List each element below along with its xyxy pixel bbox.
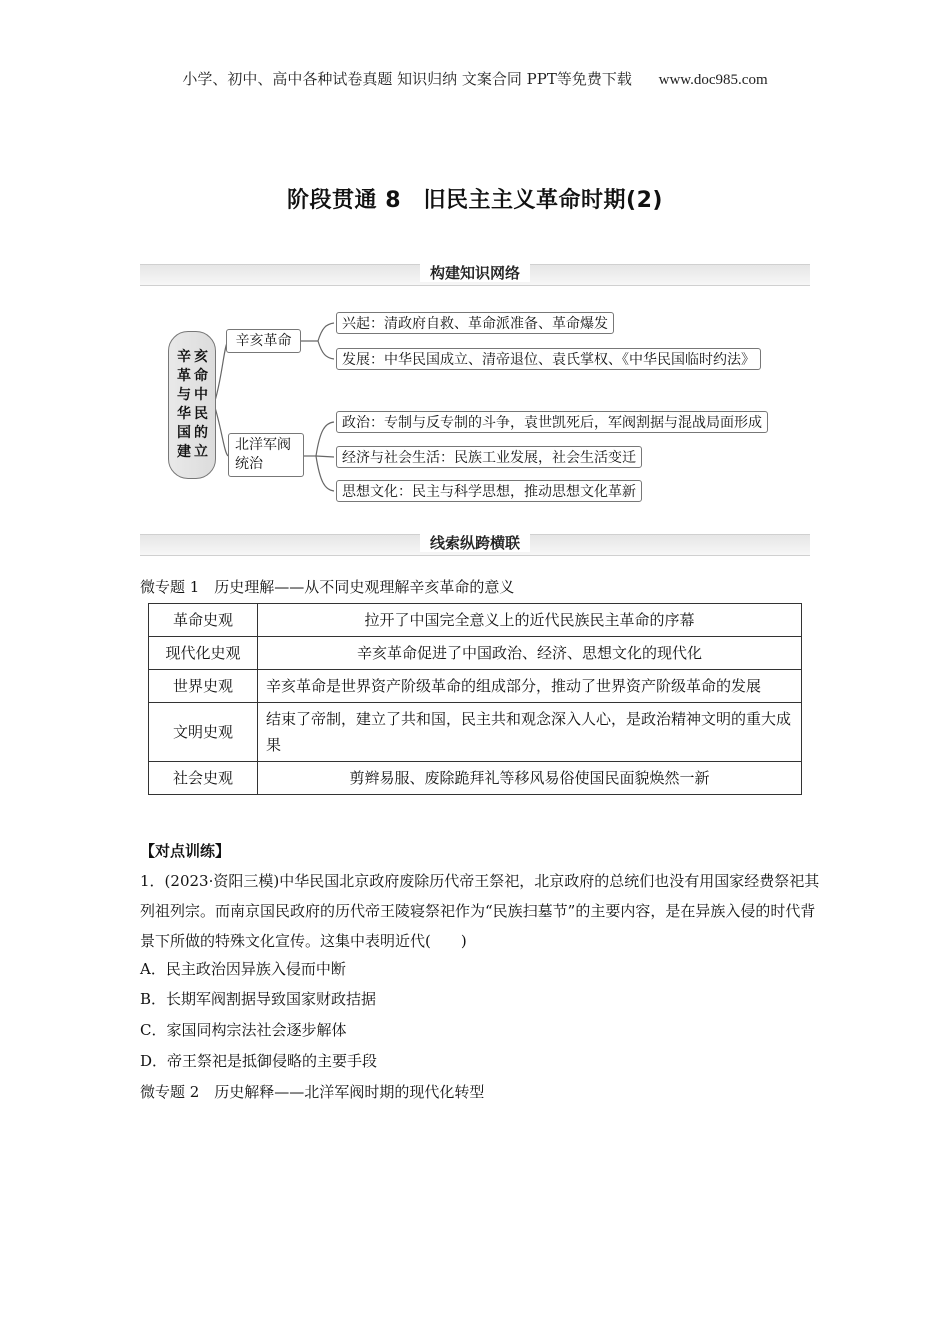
table-row-head: 革命史观 bbox=[149, 604, 258, 637]
connector-b2-item3 bbox=[316, 456, 334, 491]
leaf-politics: 政治：专制与反专制的斗争，袁世凯死后，军阀割据与混战局面形成 bbox=[336, 411, 768, 433]
branch-xinhai-revolution: 辛亥革命 bbox=[226, 329, 301, 353]
branch-beiyang-rule bbox=[228, 433, 304, 477]
connector-b2-item2 bbox=[316, 456, 334, 457]
table-row-content: 拉开了中国完全意义上的近代民族民主革命的序幕 bbox=[258, 604, 802, 637]
leaf-rise: 兴起：清政府自救、革命派准备、革命爆发 bbox=[336, 312, 614, 334]
connector-root-branch2 bbox=[214, 404, 228, 456]
topic-2-heading: 微专题 2 历史解释——北洋军阀时期的现代化转型 bbox=[140, 1083, 485, 1101]
header-text: 小学、初中、高中各种试卷真题 知识归纳 文案合同 PPT等免费下载 bbox=[182, 70, 632, 88]
mindmap-root bbox=[168, 331, 216, 479]
root-col-1: 辛革与华国建 bbox=[177, 349, 191, 460]
mindmap-connectors bbox=[0, 0, 950, 520]
section-title-knowledge-network: 构建知识网络 bbox=[140, 262, 810, 283]
table-row-content: 剪辫易服、废除跪拜礼等移风易俗使国民面貌焕然一新 bbox=[258, 762, 802, 795]
historical-views-table bbox=[148, 603, 802, 795]
option-b[interactable]: B．长期军阀割据导致国家财政拮据 bbox=[140, 990, 377, 1008]
table-row-content: 辛亥革命是世界资产阶级革命的组成部分，推动了世界资产阶级革命的发展 bbox=[258, 670, 802, 703]
practice-label: 【对点训练】 bbox=[140, 842, 231, 860]
table-row-content: 结束了帝制，建立了共和国，民主共和观念深入人心，是政治精神文明的重大成果 bbox=[258, 703, 802, 762]
table-row-head: 文明史观 bbox=[149, 703, 258, 762]
table-row bbox=[149, 703, 802, 762]
table-row bbox=[149, 637, 802, 670]
mindmap bbox=[0, 0, 950, 520]
option-d[interactable]: D．帝王祭祀是抵御侵略的主要手段 bbox=[140, 1052, 378, 1070]
option-a[interactable]: A．民主政治因异族入侵而中断 bbox=[140, 960, 346, 978]
table-row bbox=[149, 604, 802, 637]
table-row bbox=[149, 762, 802, 795]
leaf-thought-culture: 思想文化：民主与科学思想，推动思想文化革新 bbox=[336, 480, 642, 502]
question-1: 1．(2023·资阳三模)中华民国北京政府废除历代帝王祭祀，北京政府的总统们也没有用国家经费祭祀其列祖列宗。而南京国民政府的历代帝王陵寝祭祀作为“民族扫墓节”的主要内容，是在异族入侵的时代背景下所做的特殊文化宣传。这集中表明近代( ) bbox=[140, 872, 820, 950]
connector-b2-item1 bbox=[316, 422, 334, 456]
table-row-head: 世界史观 bbox=[149, 670, 258, 703]
option-c[interactable]: C．家国同构宗法社会逐步解体 bbox=[140, 1021, 347, 1039]
page-title: 阶段贯通 8 旧民主主义革命时期(2) bbox=[287, 188, 663, 213]
header-url[interactable]: www.doc985.com bbox=[658, 72, 768, 88]
section-title-clues: 线索纵跨横联 bbox=[140, 532, 810, 553]
connector-b1-item2 bbox=[318, 341, 334, 359]
table-row-head: 社会史观 bbox=[149, 762, 258, 795]
table-row-content: 辛亥革命促进了中国政治、经济、思想文化的现代化 bbox=[258, 637, 802, 670]
branch2-line1: 北洋军阀 bbox=[235, 437, 291, 453]
connector-b1-item1 bbox=[318, 323, 334, 341]
leaf-development: 发展：中华民国成立、清帝退位、袁氏掌权、《中华民国临时约法》 bbox=[336, 348, 761, 370]
root-col-2: 亥命中民的立 bbox=[194, 349, 208, 460]
table-row bbox=[149, 670, 802, 703]
table-row-head: 现代化史观 bbox=[149, 637, 258, 670]
branch2-line2: 统治 bbox=[235, 456, 263, 472]
leaf-economy-society: 经济与社会生活：民族工业发展，社会生活变迁 bbox=[336, 446, 642, 468]
topic-1-heading: 微专题 1 历史理解——从不同史观理解辛亥革命的意义 bbox=[140, 578, 515, 596]
